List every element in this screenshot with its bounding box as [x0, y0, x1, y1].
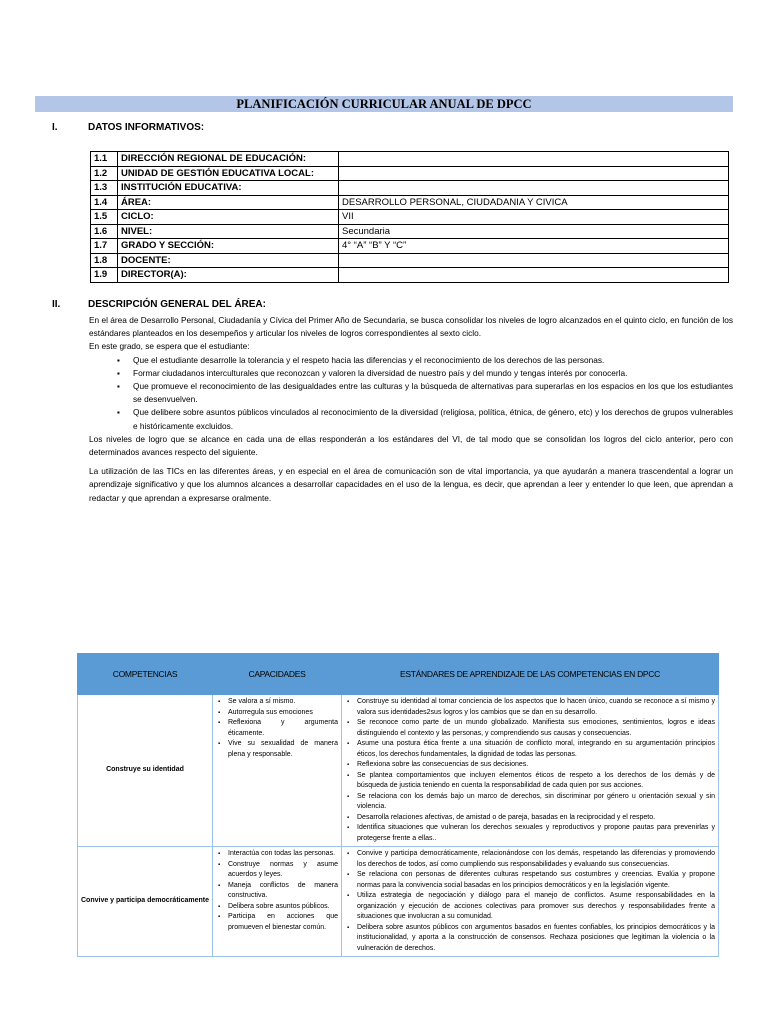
- info-row-value: VII: [339, 210, 729, 225]
- info-row-number: 1.5: [91, 210, 118, 225]
- info-row-number: 1.7: [91, 239, 118, 254]
- capacidad-item: ▪ Interactúa con todas las personas.: [216, 849, 338, 860]
- capacidad-item: ▪ Autorregula sus emociones: [216, 708, 338, 719]
- info-row: [91, 166, 729, 181]
- capacidad-item: ▪ Vive su sexualidad de manera plena y responsable.: [216, 739, 338, 760]
- competencia-name: Convive y participa democráticamente: [78, 847, 213, 957]
- info-row: [91, 268, 729, 283]
- paragraph-intro: En el área de Desarrollo Personal, Ciudadanía y Cívica del Primer Año de Secundaria, se busca consolidar los niveles de logro alcanzados en el quinto ciclo, en función de los estándares planteados en los desempeños y articular los niveles de logros correspondientes al sexto ciclo.: [89, 315, 733, 339]
- info-row: [91, 210, 729, 225]
- paragraph-tics: La utilización de las TICs en las diferentes áreas, y en especial en el área de comunicación son de vital importancia, ya que ayudarán a manera trascendental a lograr un aprendizaje significativo y que los alumnos alcances a desarrollar capacidades en el uso de la lengua, es decir, que aprendan a leer y entender lo que leen, que aprendan a redactar y que aprendan a expresarse oralmente.: [89, 466, 733, 503]
- estandar-item: ▪ Reflexiona sobre las consecuencias de sus decisiones.: [345, 760, 715, 771]
- capacidad-item: ▪ Construye normas y asume acuerdos y leyes.: [216, 860, 338, 881]
- info-row: [91, 253, 729, 268]
- capacidad-item: ▪ Delibera sobre asuntos públicos.: [216, 902, 338, 913]
- info-row-label: DIRECCIÓN REGIONAL DE EDUCACIÓN:: [118, 152, 339, 167]
- info-row-number: 1.1: [91, 152, 118, 167]
- document-title: PLANIFICACIÓN CURRICULAR ANUAL DE DPCC: [35, 96, 733, 112]
- info-row-value: [339, 166, 729, 181]
- capacidad-item: ▪ Reflexiona y argumenta éticamente.: [216, 718, 338, 739]
- estandar-item: ▪ Convive y participa democráticamente, relacionándose con los demás, respetando las diferencias y promoviendo los derechos de todos, así como cumpliendo sus responsabilidades y evaluando sus consecuencias.: [345, 849, 715, 870]
- header-capacidades: CAPACIDADES: [213, 654, 342, 695]
- header-competencias: COMPETENCIAS: [78, 654, 213, 695]
- capacidad-item: ▪ Participa en acciones que promueven el bienestar común.: [216, 912, 338, 933]
- table-row: [78, 847, 719, 957]
- info-row-value: DESARROLLO PERSONAL, CIUDADANIA Y CIVICA: [339, 195, 729, 210]
- info-row-label: DOCENTE:: [118, 253, 339, 268]
- expectation-list: [89, 354, 733, 433]
- estandar-item: ▪ Construye su identidad al tomar conciencia de los aspectos que lo hacen único, cuando se reconoce a sí mismo y valora sus identidades2sus logros y los cambios que se dan en su desarrollo.: [345, 697, 715, 718]
- info-row-value: 4° “A” “B” Y “C”: [339, 239, 729, 254]
- estandar-item: ▪ Asume una postura ética frente a una situación de conflicto moral, integrando en su argumentación principios éticos, los derechos fundamentales, la dignidad de todas las personas.: [345, 739, 715, 760]
- info-row: [91, 181, 729, 196]
- list-item: ▪ Formar ciudadanos interculturales que reconozcan y valoren la diversidad de nuestro país y del mundo y tengas interés por conocerla.: [119, 367, 733, 380]
- list-item: ▪ Que delibere sobre asuntos públicos vinculados al reconocimiento de la diversidad (religiosa, política, étnica, de género, etc) y los derechos de grupos vulnerables e históricamente excluidos.: [119, 406, 733, 432]
- section-2-number: II.: [52, 299, 61, 310]
- estandar-item: ▪ Se relaciona con personas de diferentes culturas respetando sus costumbres y creencias. Evalúa y propone normas para la convivencia social basadas en los principios democráticos y en la legislación vigente.: [345, 870, 715, 891]
- info-row-value: [339, 181, 729, 196]
- info-row-value: [339, 152, 729, 167]
- paragraph-levels: Los niveles de logro que se alcance en cada una de ellas responderán a los estándares del VI, de tal modo que se consolidan los logros del ciclo anterior, pero con determinados avances respecto del siguiente.: [89, 433, 733, 458]
- info-row-label: INSTITUCIÓN EDUCATIVA:: [118, 181, 339, 196]
- info-row-value: [339, 253, 729, 268]
- capacidades-cell: [213, 695, 342, 847]
- section-1-title: DATOS INFORMATIVOS:: [88, 122, 205, 133]
- estandar-item: ▪ Identifica situaciones que vulneran los derechos sexuales y reproductivos y propone pautas para prevenirlas y protegerse frente a ellas..: [345, 823, 715, 844]
- info-row: [91, 224, 729, 239]
- estandar-item: ▪ Se reconoce como parte de un mundo globalizado. Manifiesta sus emociones, sentimientos, logros e ideas distinguiendo el contexto y las personas, y comprendiendo sus causas y consecuencias.: [345, 718, 715, 739]
- section-2-title: DESCRIPCIÓN GENERAL DEL ÁREA:: [88, 299, 266, 310]
- info-row-value: [339, 268, 729, 283]
- info-row-label: ÁREA:: [118, 195, 339, 210]
- info-row-label: CICLO:: [118, 210, 339, 225]
- section-2-heading: [52, 299, 266, 310]
- info-row: [91, 195, 729, 210]
- estandar-item: ▪ Delibera sobre asuntos públicos con argumentos basados en fuentes confiables, los principios democráticos y la institucionalidad, y aporta a la construcción de consensos. Rechaza posiciones que legitiman la violencia o la vulneración de derechos.: [345, 923, 715, 955]
- info-row-label: DIRECTOR(A):: [118, 268, 339, 283]
- estandares-cell: [342, 695, 719, 847]
- estandares-cell: [342, 847, 719, 957]
- header-estandares: ESTÁNDARES DE APRENDIZAJE DE LAS COMPETENCIAS EN DPCC: [342, 654, 719, 695]
- capacidades-cell: [213, 847, 342, 957]
- info-row-number: 1.8: [91, 253, 118, 268]
- estandar-item: ▪ Se relaciona con los demás bajo un marco de derechos, sin discriminar por género u orientación sexual y sin violencia.: [345, 792, 715, 813]
- info-table: [90, 151, 729, 283]
- competencies-table: [77, 653, 719, 957]
- info-row-label: GRADO Y SECCIÓN:: [118, 239, 339, 254]
- section-1-heading: [52, 122, 204, 133]
- info-row-label: NIVEL:: [118, 224, 339, 239]
- area-description: [89, 314, 733, 505]
- estandar-item: ▪ Desarrolla relaciones afectivas, de amistad o de pareja, basadas en la reciprocidad y el respeto.: [345, 813, 715, 824]
- capacidad-item: ▪ Se valora a sí mismo.: [216, 697, 338, 708]
- info-row-number: 1.9: [91, 268, 118, 283]
- info-row: [91, 239, 729, 254]
- info-row-number: 1.3: [91, 181, 118, 196]
- paragraph-expectation: En este grado, se espera que el estudiante:: [89, 341, 250, 352]
- section-1-number: I.: [52, 122, 58, 133]
- info-row-label: UNIDAD DE GESTIÓN EDUCATIVA LOCAL:: [118, 166, 339, 181]
- competencia-name: Construye su identidad: [78, 695, 213, 847]
- list-item: ▪ Que promueve el reconocimiento de las desigualdades entre las culturas y la búsqueda de alternativas para superarlas en los espacios en los que los estudiantes se desenvuelven.: [119, 380, 733, 406]
- info-row: [91, 152, 729, 167]
- capacidad-item: ▪ Maneja conflictos de manera constructiva.: [216, 881, 338, 902]
- table-row: [78, 695, 719, 847]
- list-item: ▪ Que el estudiante desarrolle la tolerancia y el respeto hacia las diferencias y el reconocimiento de los derechos de las personas.: [119, 354, 733, 367]
- info-row-number: 1.6: [91, 224, 118, 239]
- estandar-item: ▪ Se plantea comportamientos que incluyen elementos éticos de respeto a los derechos de los demás y de búsqueda de justicia teniendo en cuenta la responsabilidad de cada quien por sus acciones.: [345, 771, 715, 792]
- info-row-value: Secundaria: [339, 224, 729, 239]
- info-row-number: 1.4: [91, 195, 118, 210]
- info-row-number: 1.2: [91, 166, 118, 181]
- estandar-item: ▪ Utiliza estrategia de negociación y diálogo para el manejo de conflictos. Asume responsabilidades en la organización y ejecución de acciones colectivas para promover sus derechos y responsabilidades frente a situaciones que involucran a su comunidad.: [345, 891, 715, 923]
